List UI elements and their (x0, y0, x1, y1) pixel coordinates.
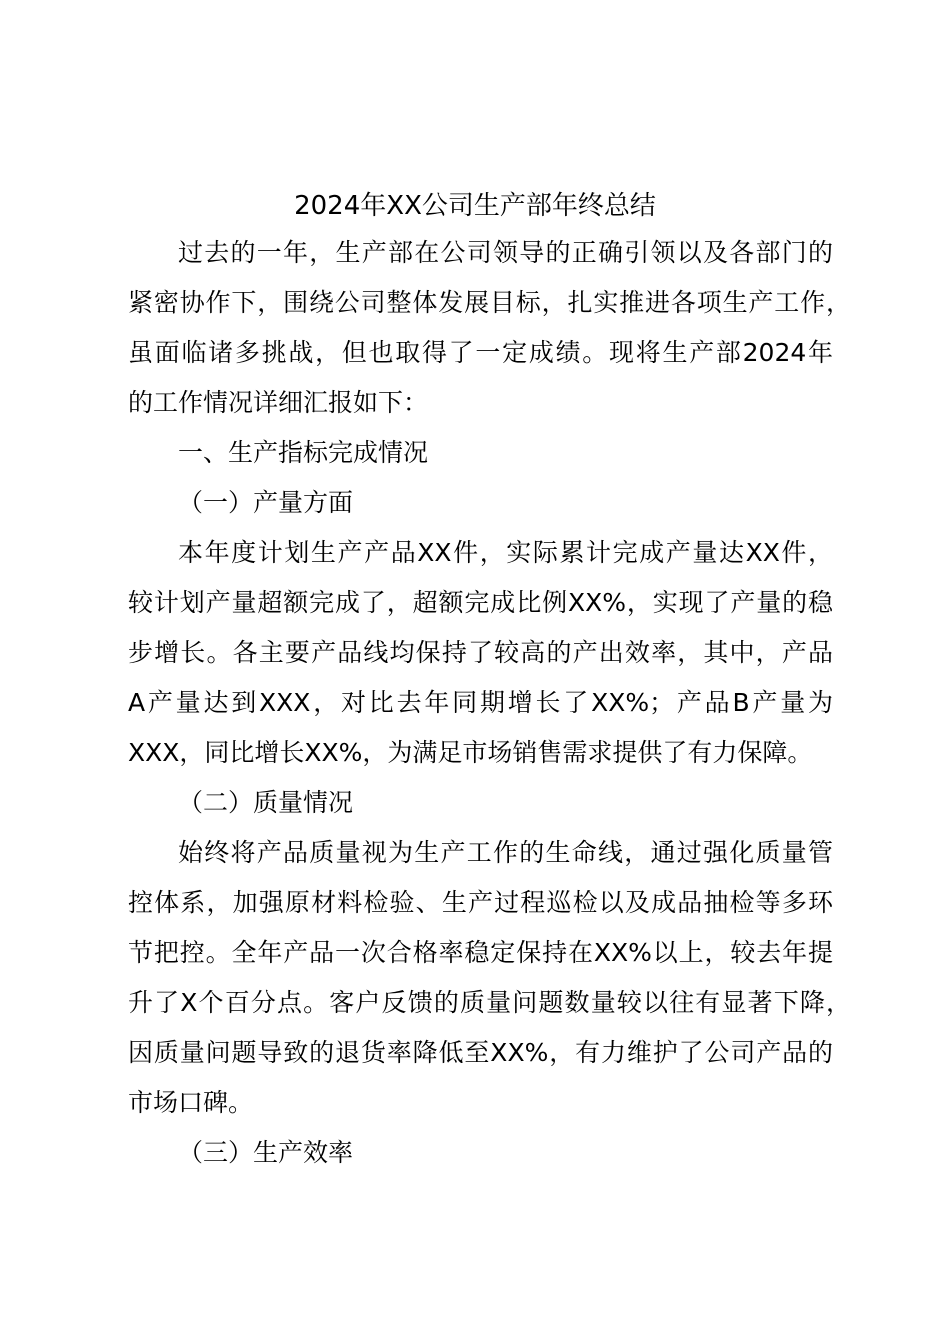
document-title: 2024年XX公司生产部年终总结 (294, 191, 656, 221)
paragraph-line: 的工作情况详细汇报如下： (128, 388, 429, 417)
paragraph-line: 步增长。各主要产品线均保持了较高的产出效率，其中，产品 (128, 638, 833, 667)
paragraph-line: A产量达到XXX，对比去年同期增长了XX%；产品B产量为 (128, 688, 833, 717)
paragraph-line: 市场口碑。 (128, 1088, 254, 1117)
paragraph-line: 升了X个百分点。客户反馈的质量问题数量较以往有显著下降， (128, 988, 851, 1017)
subsection-heading: （三）生产效率 (178, 1138, 354, 1167)
paragraph-line: 过去的一年，生产部在公司领导的正确引领以及各部门的 (178, 238, 833, 267)
subsection-heading: （一）产量方面 (178, 488, 354, 517)
paragraph-line: 控体系，加强原材料检验、生产过程巡检以及成品抽检等多环 (128, 888, 833, 917)
subsection-heading: （二）质量情况 (178, 788, 354, 817)
paragraph-line: 本年度计划生产产品XX件，实际累计完成产量达XX件， (178, 538, 833, 567)
paragraph-line: XXX，同比增长XX%，为满足市场销售需求提供了有力保障。 (128, 738, 813, 767)
paragraph-line: 紧密协作下，围绕公司整体发展目标，扎实推进各项生产工作， (128, 288, 851, 317)
paragraph-line: 始终将产品质量视为生产工作的生命线，通过强化质量管 (178, 838, 833, 867)
paragraph-line: 节把控。全年产品一次合格率稳定保持在XX%以上，较去年提 (128, 938, 833, 967)
section-heading: 一、生产指标完成情况 (178, 438, 429, 467)
paragraph-line: 因质量问题导致的退货率降低至XX%，有力维护了公司产品的 (128, 1038, 833, 1067)
paragraph-line: 虽面临诸多挑战，但也取得了一定成绩。现将生产部2024年 (128, 338, 833, 367)
paragraph-line: 较计划产量超额完成了，超额完成比例XX%，实现了产量的稳 (128, 588, 833, 617)
